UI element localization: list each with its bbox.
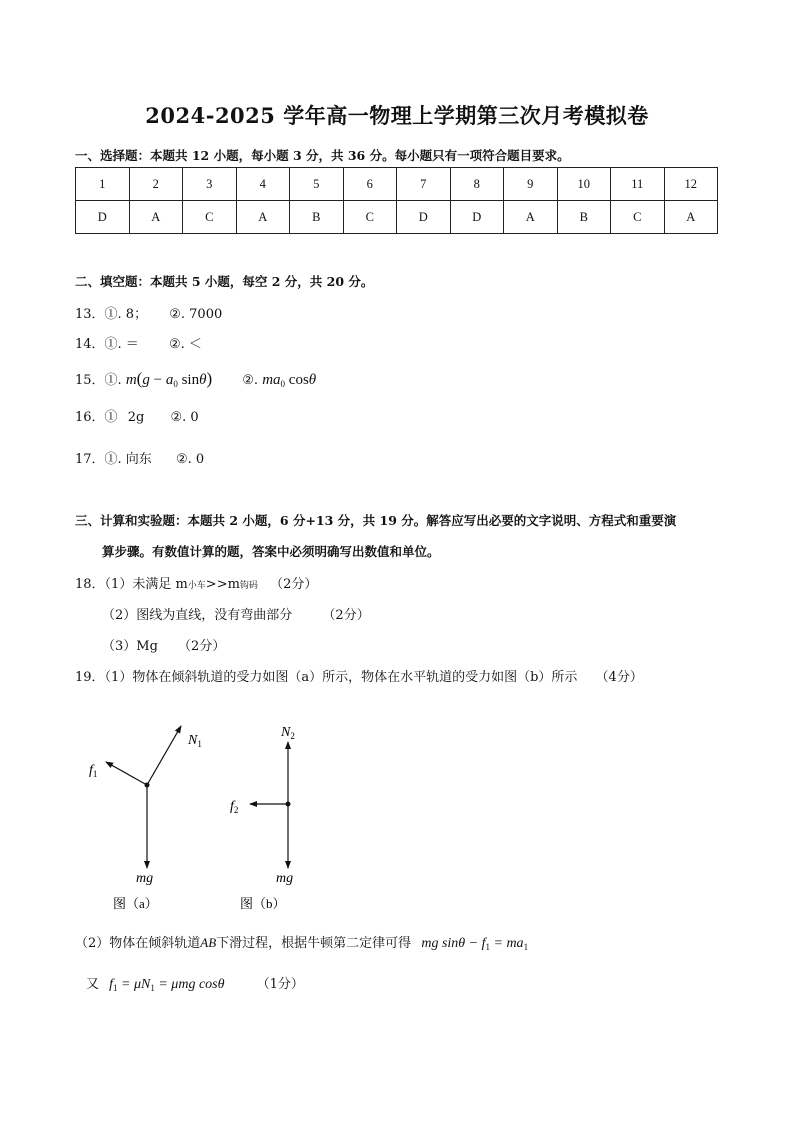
- expr-a: a: [165, 372, 174, 388]
- object-point-b: [286, 802, 291, 807]
- q18-subscript-weight: 钩码: [239, 581, 258, 591]
- expr-sin: sin: [177, 372, 200, 388]
- expr2-subscript: 0: [280, 379, 286, 389]
- q19-part2-text2: 下滑过程，根据牛顿第二定律可得: [216, 936, 412, 951]
- expr-minus: −: [149, 372, 166, 388]
- table-cell-answer: B: [290, 201, 344, 234]
- table-cell-answer: D: [450, 201, 504, 234]
- section3-heading-line2: 算步骤。有数值计算的题，答案中必须明确写出数值和单位。: [102, 544, 440, 559]
- label-mg-b: mg: [276, 871, 294, 886]
- q17-answer1: ①. 向东: [104, 452, 152, 467]
- expr-m: m: [125, 372, 137, 388]
- q15-number: 15．: [75, 373, 105, 388]
- q18-much-greater: >>m: [205, 577, 240, 592]
- q19-number: 19．: [75, 670, 105, 685]
- q15-circle2: ②.: [242, 373, 259, 388]
- eq2-f-sub: 1: [113, 983, 118, 993]
- table-cell-number: 1: [76, 168, 130, 201]
- page-title: 2024-2025 学年高一物理上学期第三次月考模拟卷: [145, 103, 649, 128]
- figure-a: [89, 726, 202, 911]
- caption-figure-b: 图（b）: [240, 896, 286, 911]
- expr-paren-close: ): [206, 369, 213, 388]
- answer-table-number-row: [76, 168, 718, 201]
- eq-right: = ma: [490, 936, 524, 951]
- table-cell-number: 4: [236, 168, 290, 201]
- q16-line: [75, 406, 199, 425]
- eq2-n-sub: 1: [150, 983, 155, 993]
- answer-table: [75, 167, 718, 234]
- table-cell-answer: C: [183, 201, 237, 234]
- table-cell-number: 9: [504, 168, 558, 201]
- table-cell-answer: A: [664, 201, 718, 234]
- label-f2: $f_2$: [230, 799, 239, 815]
- expr-a-subscript: 0: [173, 379, 178, 389]
- q18-part2: [102, 604, 370, 623]
- section2-heading: 二、填空题：本题共 5 小题，每空 2 分，共 20 分。: [75, 274, 374, 289]
- eq2-mumgcos: = μmg cosθ: [154, 977, 225, 992]
- expr-paren-open: (: [136, 369, 143, 388]
- q15-circle1: ①.: [104, 373, 122, 388]
- q13-answer1: ①. 8；: [104, 307, 148, 322]
- q19-part1-score: （4分）: [595, 670, 643, 685]
- q18-part2-text: （2）图线为直线，没有弯曲部分: [102, 608, 293, 623]
- figure-b: [230, 725, 295, 911]
- q14-number: 14．: [75, 337, 105, 352]
- table-cell-answer: A: [236, 201, 290, 234]
- table-cell-number: 12: [664, 168, 718, 201]
- q14-answer2: ②. ＜: [168, 337, 202, 352]
- q16-answer2: ②. 0: [170, 410, 199, 425]
- expr-g: g: [142, 372, 150, 388]
- q15-expression2: [262, 372, 316, 388]
- table-cell-number: 10: [557, 168, 611, 201]
- q18-part3-text: （3）Mg: [102, 639, 158, 654]
- q13-answer2: ②. 7000: [169, 307, 223, 322]
- table-cell-answer: A: [504, 201, 558, 234]
- eq-f-sub: 1: [485, 942, 490, 952]
- expr2-cos: cos: [285, 372, 309, 388]
- normal-force-n1-arrow: [147, 726, 181, 785]
- q18-part3: [102, 635, 225, 654]
- expr-theta: θ: [199, 372, 207, 388]
- q19-part2-text: （2）物体在倾斜轨道: [75, 936, 201, 951]
- q16-number: 16．: [75, 410, 105, 425]
- label-n2: $N_2$: [281, 725, 295, 741]
- q18-part3-score: （2分）: [178, 639, 226, 654]
- table-cell-number: 5: [290, 168, 344, 201]
- q19-part2: [75, 932, 528, 952]
- friction-f1-arrow: [106, 762, 147, 785]
- q19-also: 又: [86, 977, 100, 992]
- eq2-f: f: [109, 977, 114, 992]
- q18-number: 18．: [75, 577, 105, 592]
- q14-line: [75, 333, 202, 352]
- q17-number: 17．: [75, 452, 105, 467]
- table-cell-answer: C: [611, 201, 665, 234]
- label-n1: $N_1$: [188, 733, 202, 749]
- label-f1: $f_1$: [89, 763, 98, 779]
- q19-part1-text: （1）物体在倾斜轨道的受力如图（a）所示，物体在水平轨道的受力如图（b）所示: [104, 670, 578, 685]
- section3-heading-line1: 三、计算和实验题：本题共 2 小题，6 分+13 分，共 19 分。解答应写出必要的文字说明、方程式和重要演: [75, 513, 677, 528]
- expr2-theta: θ: [308, 372, 317, 388]
- q19-track-ab: AB: [200, 935, 217, 950]
- table-cell-number: 2: [129, 168, 183, 201]
- eq-left: mg sinθ − f: [421, 936, 486, 951]
- table-cell-number: 11: [611, 168, 665, 201]
- q16-answer1: 2g: [127, 410, 145, 425]
- table-cell-number: 7: [397, 168, 451, 201]
- q19-friction-equation: [109, 977, 224, 992]
- q15-expression1: [125, 369, 213, 389]
- label-mg-a: mg: [136, 871, 154, 886]
- q18-part1-text: （1）未满足 m: [104, 577, 188, 592]
- force-diagrams: [0, 700, 794, 920]
- q17-answer2: ②. 0: [175, 452, 205, 467]
- caption-figure-a: 图（a）: [113, 896, 158, 911]
- q18-part1: [75, 573, 317, 592]
- q19-part1: [75, 666, 643, 685]
- q18-subscript-cart: 小车: [187, 581, 206, 591]
- eq2-mun: = μN: [117, 977, 151, 992]
- q18-part1-score: （2分）: [270, 577, 318, 592]
- q14-answer1: ①. ＝: [104, 337, 139, 352]
- q15-line: [75, 369, 316, 389]
- eq-a-sub: 1: [523, 942, 529, 952]
- answer-table-answer-row: [76, 201, 718, 234]
- q17-line: [75, 448, 204, 467]
- q19-part3: [86, 973, 304, 993]
- q19-part3-score: （1分）: [256, 977, 304, 992]
- q18-part2-score: （2分）: [322, 608, 370, 623]
- table-cell-answer: D: [76, 201, 130, 234]
- table-cell-number: 3: [183, 168, 237, 201]
- q13-number: 13．: [75, 307, 105, 322]
- q19-newton-equation: [421, 936, 528, 951]
- table-cell-number: 6: [343, 168, 397, 201]
- expr2-ma: ma: [262, 372, 281, 388]
- table-cell-answer: A: [129, 201, 183, 234]
- q16-circle1: ①: [104, 410, 118, 425]
- section1-heading: 一、选择题：本题共 12 小题，每小题 3 分，共 36 分。每小题只有一项符合题目要求。: [75, 148, 570, 163]
- object-point-a: [145, 783, 150, 788]
- table-cell-answer: D: [397, 201, 451, 234]
- q13-line: [75, 303, 222, 322]
- table-cell-answer: C: [343, 201, 397, 234]
- table-cell-answer: B: [557, 201, 611, 234]
- table-cell-number: 8: [450, 168, 504, 201]
